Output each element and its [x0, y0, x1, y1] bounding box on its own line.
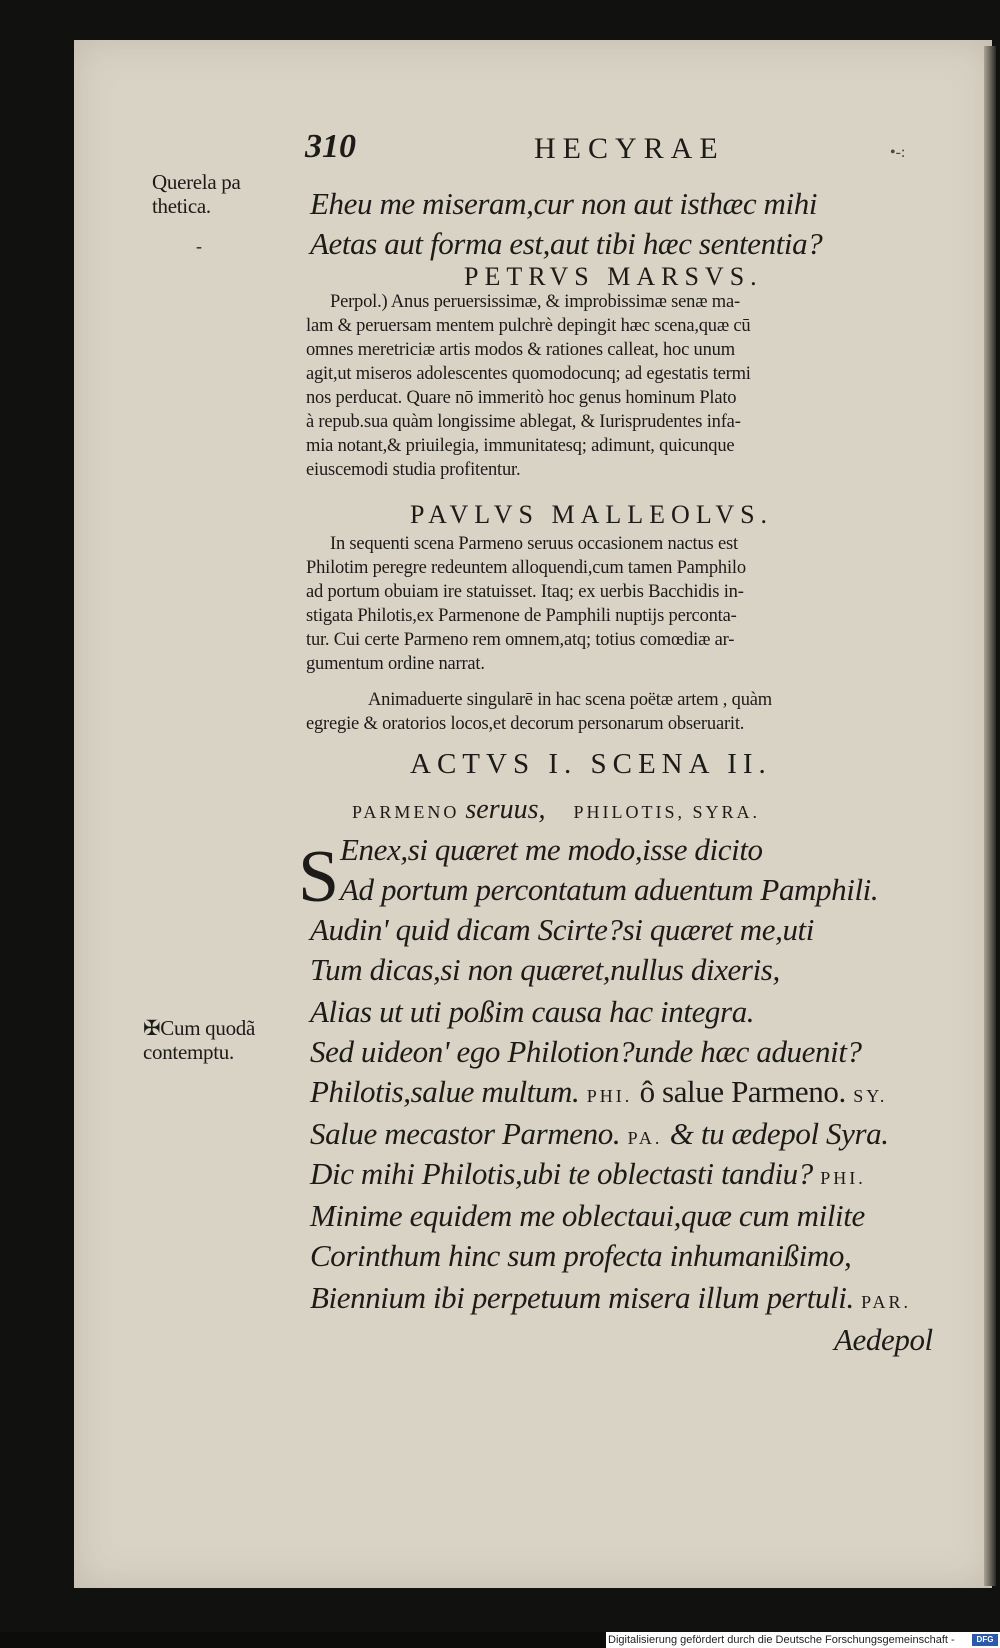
corner-mark: •-: [890, 144, 906, 161]
drop-cap: S [298, 836, 340, 918]
verse-line-top-1: Eheu me miseram,cur non aut isthæc mihi [310, 186, 818, 221]
commentary-line: Perpol.) Anus peruersissimæ, & improbissimæ senæ ma- [330, 292, 740, 312]
verse-line: Corinthum hinc sum profecta inhumanißimo, [310, 1238, 852, 1273]
commentary-heading-marsus: PETRVS MARSVS. [464, 262, 763, 291]
digitization-credit [606, 1632, 1000, 1648]
verse-line: Tum dicas,si non quæret,nullus dixeris, [310, 952, 780, 987]
running-title: HECYRAE [534, 132, 725, 165]
verse-line-dialogue-3: Dic mihi Philotis,ubi te oblectasti tandiu? PHI. [310, 1156, 866, 1191]
credit-text: Digitalisierung gefördert durch die Deutsche Forschungsgemeinschaft - [608, 1634, 955, 1646]
commentary-line: eiuscemodi studia profitentur. [306, 460, 521, 480]
verse-line-dialogue-2: Salue mecastor Parmeno. PA. & tu ædepol Syra. [310, 1116, 889, 1151]
speaker-tag: SY. [853, 1086, 888, 1106]
verse-line: Enex,si quæret me modo,isse dicito [340, 832, 763, 867]
commentary-line: à repub.sua quàm longissime ablegat, & Iurisprudentes infa- [306, 412, 741, 432]
verse-line: Sed uideon' ego Philotion?unde hæc aduenit? [310, 1034, 862, 1069]
scene-heading: ACTVS I. SCENA II. [410, 748, 772, 780]
commentary-line: nos perducat. Quare nō immeritò hoc genus hominum Plato [306, 388, 737, 408]
speaker-tag: PAR. [861, 1292, 912, 1312]
commentary-line: stigata Philotis,ex Parmenone de Pamphili nuptijs percontа- [306, 606, 737, 626]
commentary-line: lam & peruersam mentem pulchrè depingit hæc scena,quæ cū [306, 316, 751, 336]
verse-line: Alias ut uti poßim causa hac integra. [310, 994, 755, 1029]
commentary-line: ad portum obuiam ire statuisset. Itaq; ex uerbis Bacchidis in- [306, 582, 744, 602]
commentary-line: Animaduerte singularē in hac scena poëtæ artem , quàm [368, 690, 772, 710]
verse-line: Minime equidem me oblectaui,quæ cum milite [310, 1198, 865, 1233]
margin-dash-mark: - [196, 236, 202, 256]
cast-others: PHILOTIS, SYRA. [573, 802, 761, 822]
page-edge [984, 46, 996, 1586]
margin-note-querela: Querela pa thetica. [152, 170, 241, 218]
margin-note-contemptu: ✠Cum quodã contemptu. [143, 1016, 256, 1064]
speaker-tag: PA. [627, 1128, 663, 1148]
commentary-line: gumentum ordine narrat. [306, 654, 485, 674]
verse-line-top-2: Aetas aut forma est,aut tibi hæc sententia? [310, 226, 823, 261]
commentary-line: In sequenti scena Parmeno seruus occasionem nactus est [330, 534, 738, 554]
speaker-tag: PHI. [820, 1168, 866, 1188]
page-number: 310 [305, 128, 356, 165]
commentary-line: egregie & oratorios locos,et decorum personarum obseruarit. [306, 714, 745, 734]
catchword: Aedepol [834, 1322, 933, 1357]
verse-line-dialogue-4: Biennium ibi perpetuum misera illum pertuli. PAR. [310, 1280, 912, 1315]
speaker-tag: PHI. [586, 1086, 633, 1106]
dfg-logo-icon: DFG [972, 1634, 998, 1646]
commentary-line: agit,ut miseros adolescentes quomodocunq; ad egestatis termi [306, 364, 751, 384]
commentary-line: Philotim peregre redeuntem alloquendi,cum tamen Pamphilo [306, 558, 746, 578]
verse-line: Audin' quid dicam Scirte?si quæret me,uti [310, 912, 814, 947]
verse-line-dialogue-1: Philotis,salue multum. PHI. ô salue Parmeno. SY. [310, 1074, 888, 1109]
commentary-line: tur. Cui certe Parmeno rem omnem,atq; totius comœdiæ ar- [306, 630, 735, 650]
commentary-heading-malleolus: PAVLVS MALLEOLVS. [410, 500, 774, 529]
cast-seruus: seruus, [465, 794, 546, 825]
cast-parmeno: PARMENO [352, 802, 460, 822]
commentary-line: omnes meretriciæ artis modos & rationes calleat, hoc unum [306, 340, 735, 360]
verse-line: Ad portum percontatum aduentum Pamphili. [340, 872, 879, 907]
commentary-line: mia notant,& priuilegia, immunitatesq; adimunt, quicunque [306, 436, 735, 456]
cast-list [352, 794, 760, 826]
